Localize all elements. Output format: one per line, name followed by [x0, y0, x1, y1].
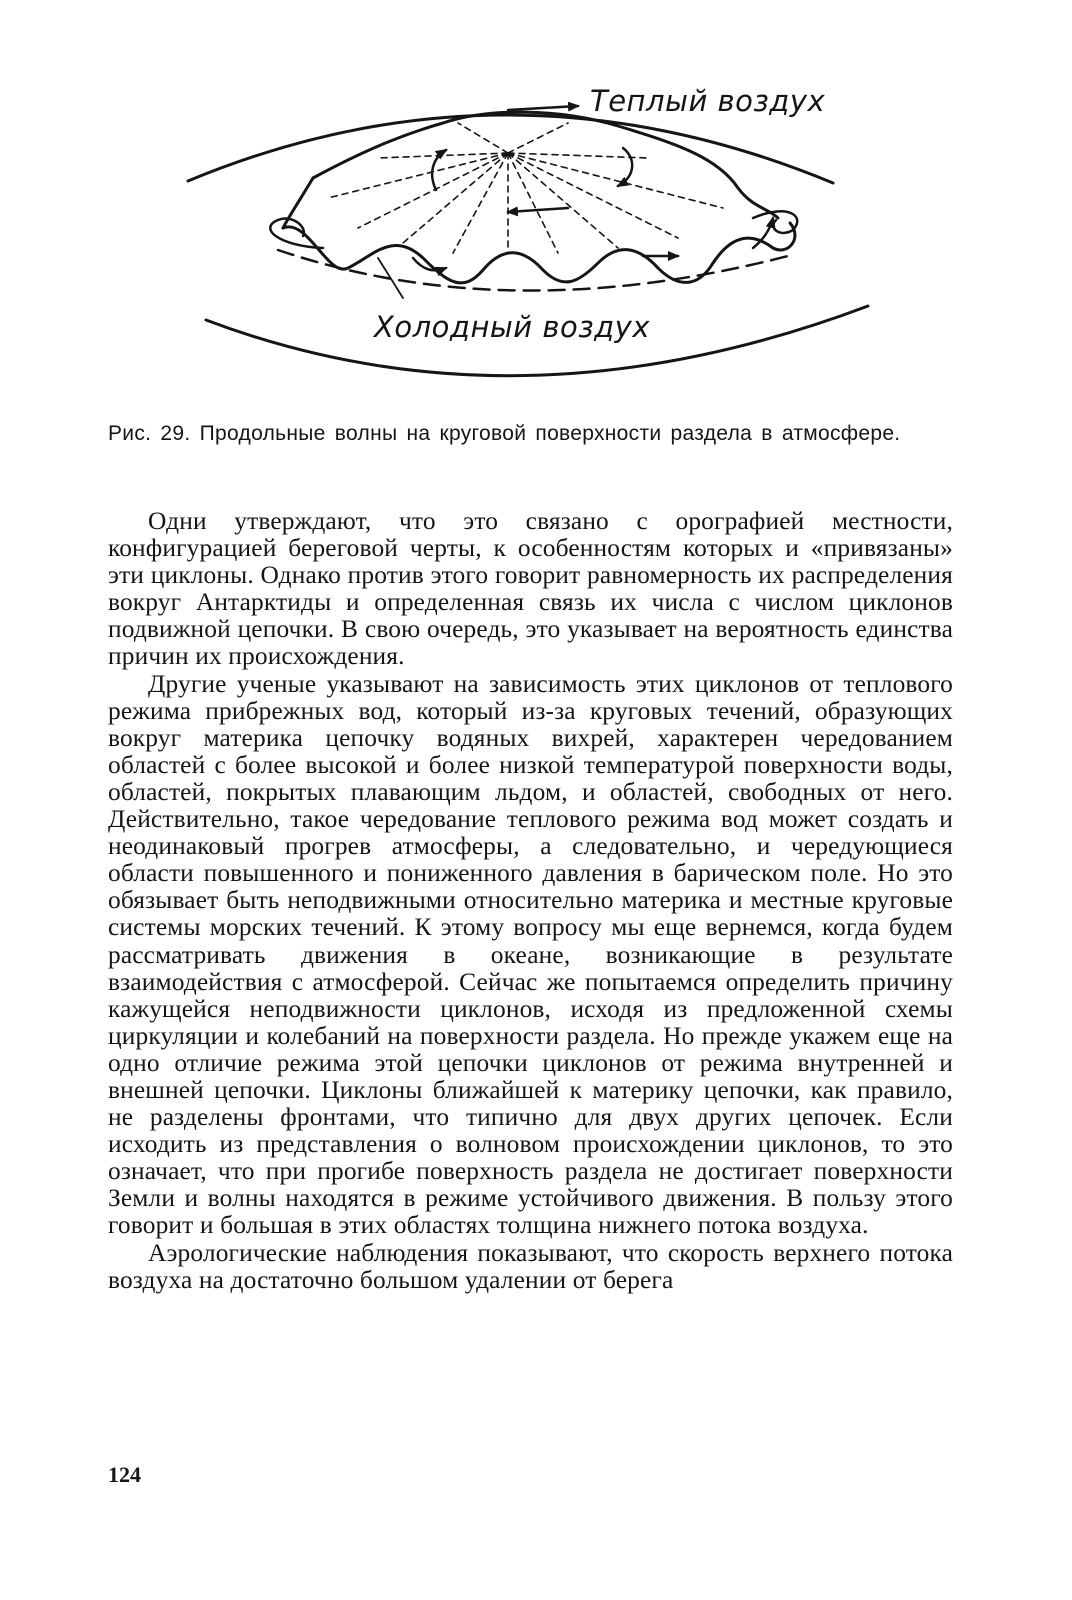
- paragraph: Одни утверждают, что это связано с орографией местности, конфигурацией береговой черты, к особенностям которых и «привязаны» эти циклоны. Однако против этого говорит равномерность их распределения вокруг Антарктиды и определенная связь их числа с числом циклонов подвижной цепочки. В свою очередь, это указывает на вероятность единства причин их происхождения.: [108, 507, 953, 671]
- page-number: 124: [108, 1462, 141, 1487]
- figure-29: [178, 78, 878, 398]
- dome-outline: [313, 112, 778, 218]
- warm-air-label: Теплый воздух: [590, 84, 826, 118]
- body-text: [108, 508, 953, 1294]
- dashed-base: [278, 250, 788, 291]
- paragraph: Другие ученые указывают на зависимость этих циклонов от теплового режима прибрежных вод, который из-за круговых течений, образующих вокруг материка цепочку водяных вихрей, характерен чередованием областей с более высокой и более низкой температурой поверхности воды, областей, покрытых плавающим льдом, и областей, свободных от него. Действительно, такое чередование теплового режима вод может создать и неодинаковый прогрев атмосферы, а следовательно, и чередующиеся области повышенного и пониженного давления в барическом поле. Но это обязывает быть неподвижными относительно материка и местные круговые системы морских течений. К этому вопросу мы еще вернемся, когда будем рассматривать движения в океане, возникающие в результате взаимодействия с атмосферой. Сейчас же попытаемся определить причину кажущейся неподвижности циклонов, исходя из предложенной схемы циркуляции и колебаний на поверхности раздела. Но прежде укажем еще на одно отличие режима этой цепочки циклонов от режима внутренней и внешней цепочки. Циклоны ближайшей к материку цепочки, как правило, не разделены фронтами, что типично для двух других цепочек. Если исходить из представления о волновом происхождении циклонов, то это означает, что при прогибе поверхность раздела не достигает поверхности Земли и волны находятся в режиме устойчивого движения. В пользу этого говорит и большая в этих областях толщина нижнего потока воздуха.: [108, 669, 953, 1240]
- figure-caption: Рис. 29. Продольные волны на круговой поверхности раздела в атмосфере.: [108, 422, 901, 445]
- cold-air-label: Холодный воздух: [374, 310, 650, 344]
- paragraph: Аэрологические наблюдения показывают, что скорость верхнего потока воздуха на достаточно большом удалении от берега: [108, 1238, 953, 1294]
- wave-diagram: [178, 78, 878, 398]
- outer-upper-arc: [188, 115, 833, 183]
